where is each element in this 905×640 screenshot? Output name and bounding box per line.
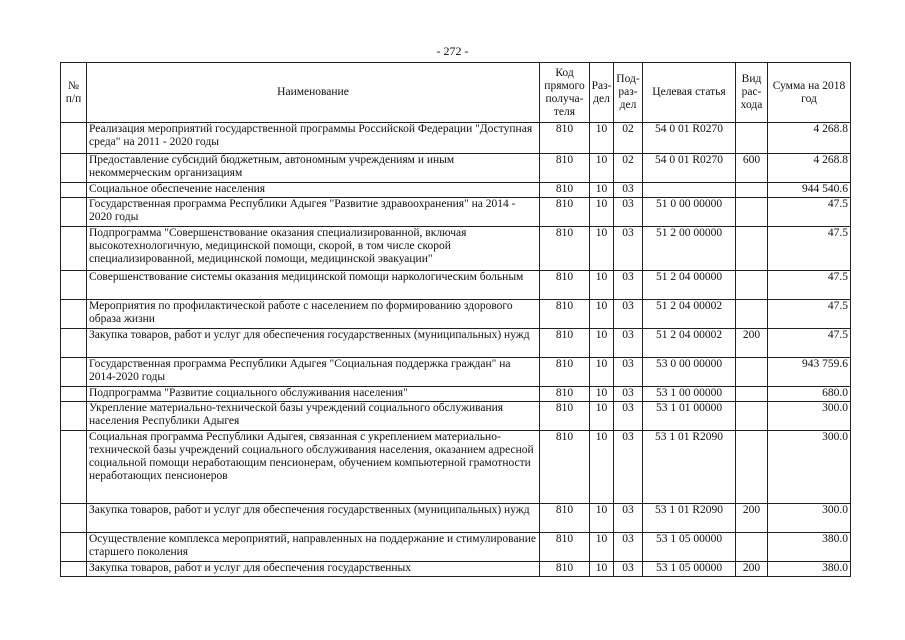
header-section: Раз-дел bbox=[590, 63, 614, 123]
row-expense-type bbox=[736, 431, 768, 504]
row-num bbox=[61, 123, 87, 154]
row-section: 10 bbox=[590, 123, 614, 154]
table-row bbox=[61, 271, 851, 300]
row-expense-type bbox=[736, 300, 768, 329]
row-article: 54 0 01 R0270 bbox=[643, 154, 736, 183]
row-subsection: 03 bbox=[614, 198, 643, 227]
row-code: 810 bbox=[540, 300, 590, 329]
row-section: 10 bbox=[590, 533, 614, 562]
row-expense-type bbox=[736, 271, 768, 300]
row-num bbox=[61, 358, 87, 387]
row-sum: 47.5 bbox=[768, 271, 851, 300]
row-code: 810 bbox=[540, 183, 590, 198]
row-code: 810 bbox=[540, 329, 590, 358]
row-sum: 300.0 bbox=[768, 504, 851, 533]
row-subsection: 03 bbox=[614, 402, 643, 431]
row-name: Социальная программа Республики Адыгея, связанная с укреплением материально-технической базы учреждений социального обслуживания населения, оказанием адресной социальной помощи неработающим пенсионерам, обучением компьютерной грамотности неработающих пенсионеров bbox=[87, 431, 540, 504]
row-name: Осуществление комплекса мероприятий, направленных на поддержание и стимулирование старшего поколения bbox=[87, 533, 540, 562]
row-article: 54 0 01 R0270 bbox=[643, 123, 736, 154]
table-row bbox=[61, 402, 851, 431]
row-subsection: 03 bbox=[614, 183, 643, 198]
row-subsection: 03 bbox=[614, 562, 643, 577]
header-expense-type: Вид рас-хода bbox=[736, 63, 768, 123]
row-num bbox=[61, 387, 87, 402]
row-sum: 380.0 bbox=[768, 533, 851, 562]
row-num bbox=[61, 504, 87, 533]
row-expense-type bbox=[736, 402, 768, 431]
row-expense-type bbox=[736, 183, 768, 198]
row-code: 810 bbox=[540, 431, 590, 504]
table-row bbox=[61, 504, 851, 533]
row-article: 51 2 00 00000 bbox=[643, 227, 736, 271]
row-sum: 944 540.6 bbox=[768, 183, 851, 198]
row-name: Подпрограмма "Совершенствование оказания специализированной, включая высокотехнологичную, медицинской помощи, скорой, в том числе скорой специализированной, медицинской помощи, медицинской эвакуации" bbox=[87, 227, 540, 271]
row-article: 51 2 04 00000 bbox=[643, 271, 736, 300]
row-expense-type bbox=[736, 387, 768, 402]
row-num bbox=[61, 183, 87, 198]
table-row bbox=[61, 300, 851, 329]
row-article: 53 1 01 R2090 bbox=[643, 504, 736, 533]
row-expense-type: 200 bbox=[736, 562, 768, 577]
row-subsection: 03 bbox=[614, 358, 643, 387]
row-expense-type bbox=[736, 227, 768, 271]
row-subsection: 03 bbox=[614, 329, 643, 358]
row-num bbox=[61, 154, 87, 183]
table-row bbox=[61, 562, 851, 577]
header-num: № п/п bbox=[61, 63, 87, 123]
row-num bbox=[61, 533, 87, 562]
table-row bbox=[61, 227, 851, 271]
row-expense-type bbox=[736, 533, 768, 562]
row-code: 810 bbox=[540, 533, 590, 562]
row-sum: 4 268.8 bbox=[768, 123, 851, 154]
row-code: 810 bbox=[540, 227, 590, 271]
row-article: 53 1 01 R2090 bbox=[643, 431, 736, 504]
row-num bbox=[61, 227, 87, 271]
row-sum: 300.0 bbox=[768, 402, 851, 431]
header-code: Код прямого получа-теля bbox=[540, 63, 590, 123]
row-sum: 943 759.6 bbox=[768, 358, 851, 387]
row-section: 10 bbox=[590, 198, 614, 227]
row-name: Государственная программа Республики Адыгея "Развитие здравоохранения" на 2014 - 2020 годы bbox=[87, 198, 540, 227]
row-section: 10 bbox=[590, 402, 614, 431]
row-name: Государственная программа Республики Адыгея "Социальная поддержка граждан" на 2014-2020 годы bbox=[87, 358, 540, 387]
row-num bbox=[61, 300, 87, 329]
row-article: 53 1 05 00000 bbox=[643, 533, 736, 562]
row-expense-type bbox=[736, 123, 768, 154]
row-num bbox=[61, 329, 87, 358]
row-sum: 300.0 bbox=[768, 431, 851, 504]
row-article: 51 0 00 00000 bbox=[643, 198, 736, 227]
table-row bbox=[61, 154, 851, 183]
row-expense-type bbox=[736, 358, 768, 387]
row-subsection: 02 bbox=[614, 154, 643, 183]
row-article: 51 2 04 00002 bbox=[643, 329, 736, 358]
row-section: 10 bbox=[590, 387, 614, 402]
row-name: Социальное обеспечение населения bbox=[87, 183, 540, 198]
table-row bbox=[61, 198, 851, 227]
row-code: 810 bbox=[540, 123, 590, 154]
row-name: Мероприятия по профилактической работе с населением по формированию здорового образа жизни bbox=[87, 300, 540, 329]
row-subsection: 03 bbox=[614, 227, 643, 271]
row-section: 10 bbox=[590, 271, 614, 300]
row-subsection: 03 bbox=[614, 300, 643, 329]
row-name: Реализация мероприятий государственной программы Российской Федерации "Доступная среда" на 2011 - 2020 годы bbox=[87, 123, 540, 154]
table-row bbox=[61, 358, 851, 387]
row-article: 53 0 00 00000 bbox=[643, 358, 736, 387]
row-num bbox=[61, 198, 87, 227]
row-article: 53 1 05 00000 bbox=[643, 562, 736, 577]
row-sum: 380.0 bbox=[768, 562, 851, 577]
row-section: 10 bbox=[590, 504, 614, 533]
table-row bbox=[61, 123, 851, 154]
row-section: 10 bbox=[590, 329, 614, 358]
header-row bbox=[61, 63, 851, 123]
row-name: Закупка товаров, работ и услуг для обеспечения государственных (муниципальных) нужд bbox=[87, 329, 540, 358]
row-section: 10 bbox=[590, 431, 614, 504]
row-code: 810 bbox=[540, 387, 590, 402]
row-name: Предоставление субсидий бюджетным, автономным учреждениям и иным некоммерческим организациям bbox=[87, 154, 540, 183]
header-article: Целевая статья bbox=[643, 63, 736, 123]
row-subsection: 02 bbox=[614, 123, 643, 154]
row-code: 810 bbox=[540, 504, 590, 533]
row-section: 10 bbox=[590, 358, 614, 387]
row-num bbox=[61, 562, 87, 577]
row-subsection: 03 bbox=[614, 431, 643, 504]
table-row bbox=[61, 183, 851, 198]
row-article: 53 1 00 00000 bbox=[643, 387, 736, 402]
table-row bbox=[61, 533, 851, 562]
row-expense-type: 200 bbox=[736, 329, 768, 358]
row-section: 10 bbox=[590, 183, 614, 198]
row-name: Закупка товаров, работ и услуг для обеспечения государственных (муниципальных) нужд bbox=[87, 504, 540, 533]
row-section: 10 bbox=[590, 300, 614, 329]
row-num bbox=[61, 402, 87, 431]
row-expense-type: 200 bbox=[736, 504, 768, 533]
row-sum: 47.5 bbox=[768, 329, 851, 358]
row-sum: 47.5 bbox=[768, 198, 851, 227]
row-code: 810 bbox=[540, 271, 590, 300]
row-num bbox=[61, 431, 87, 504]
header-subsection: Под-раз-дел bbox=[614, 63, 643, 123]
row-article: 53 1 01 00000 bbox=[643, 402, 736, 431]
budget-table bbox=[60, 62, 851, 577]
row-name: Закупка товаров, работ и услуг для обеспечения государственных bbox=[87, 562, 540, 577]
row-name: Укрепление материально-технической базы учреждений социального обслуживания населения Республики Адыгея bbox=[87, 402, 540, 431]
row-subsection: 03 bbox=[614, 504, 643, 533]
row-article: 51 2 04 00002 bbox=[643, 300, 736, 329]
row-name: Совершенствование системы оказания медицинской помощи наркологическим больным bbox=[87, 271, 540, 300]
page-number: - 272 - bbox=[436, 44, 469, 58]
row-sum: 680.0 bbox=[768, 387, 851, 402]
row-sum: 4 268.8 bbox=[768, 154, 851, 183]
table-row bbox=[61, 387, 851, 402]
table-row bbox=[61, 329, 851, 358]
row-sum: 47.5 bbox=[768, 227, 851, 271]
row-expense-type: 600 bbox=[736, 154, 768, 183]
row-article bbox=[643, 183, 736, 198]
row-sum: 47.5 bbox=[768, 300, 851, 329]
row-code: 810 bbox=[540, 198, 590, 227]
row-section: 10 bbox=[590, 562, 614, 577]
row-code: 810 bbox=[540, 562, 590, 577]
row-subsection: 03 bbox=[614, 533, 643, 562]
row-subsection: 03 bbox=[614, 271, 643, 300]
row-num bbox=[61, 271, 87, 300]
row-expense-type bbox=[736, 198, 768, 227]
row-section: 10 bbox=[590, 227, 614, 271]
row-section: 10 bbox=[590, 154, 614, 183]
row-code: 810 bbox=[540, 154, 590, 183]
table-row bbox=[61, 431, 851, 504]
row-code: 810 bbox=[540, 358, 590, 387]
header-sum: Сумма на 2018 год bbox=[768, 63, 851, 123]
row-name: Подпрограмма "Развитие социального обслуживания населения" bbox=[87, 387, 540, 402]
row-code: 810 bbox=[540, 402, 590, 431]
header-name: Наименование bbox=[87, 63, 540, 123]
row-subsection: 03 bbox=[614, 387, 643, 402]
